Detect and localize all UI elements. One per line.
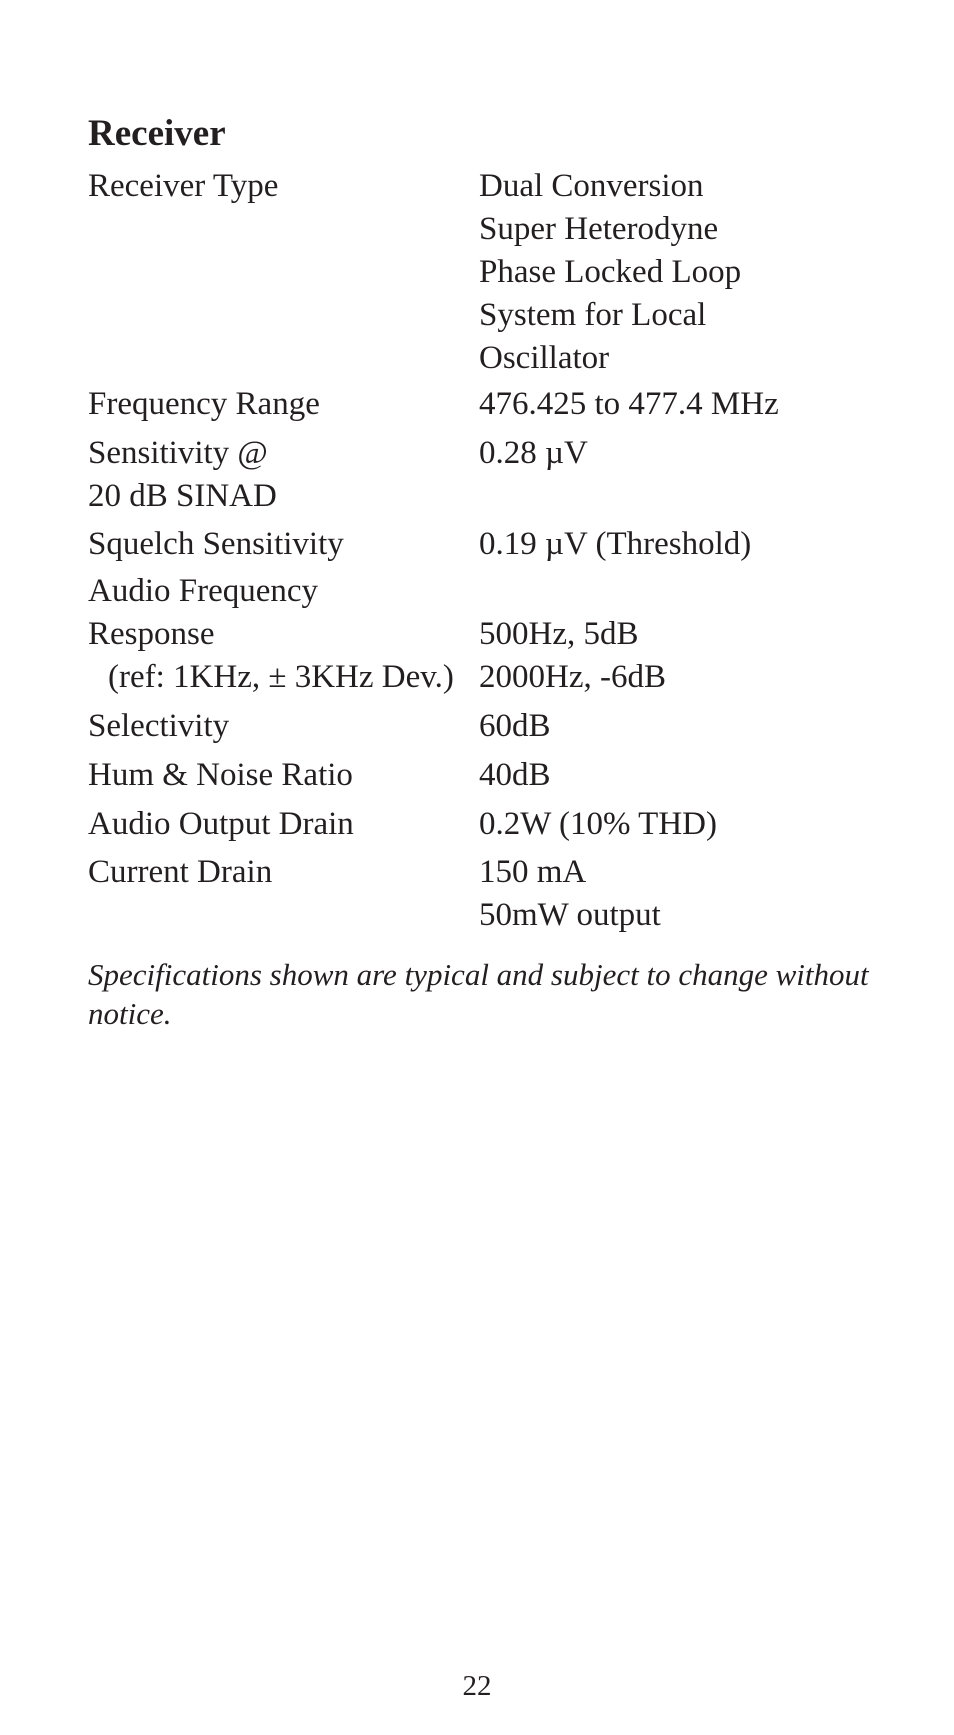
spec-value-line: Phase Locked Loop bbox=[479, 254, 742, 290]
spec-value bbox=[479, 705, 551, 748]
spec-label bbox=[88, 523, 344, 566]
spec-value-line: 150 mA bbox=[479, 854, 587, 890]
spec-label-line: Frequency Range bbox=[88, 386, 320, 422]
spec-label bbox=[88, 165, 278, 208]
spec-value-line: 40dB bbox=[479, 757, 551, 793]
spec-value bbox=[479, 803, 717, 846]
spec-value-line: System for Local bbox=[479, 297, 707, 333]
spec-label bbox=[88, 570, 454, 699]
specifications-footnote: Specifications shown are typical and subject to change without notice. bbox=[88, 957, 869, 1031]
spec-label-line: Audio Output Drain bbox=[88, 806, 354, 842]
spec-value-line: 0.2W (10% THD) bbox=[479, 806, 717, 842]
spec-value-line: 60dB bbox=[479, 708, 551, 744]
spec-label-line: 20 dB SINAD bbox=[88, 478, 277, 514]
spec-value-line: 2000Hz, -6dB bbox=[479, 659, 666, 695]
spec-value-line: 0.19 µV (Threshold) bbox=[479, 526, 752, 562]
spec-value-line: Oscillator bbox=[479, 340, 610, 376]
spec-label bbox=[88, 705, 229, 748]
spec-value-line bbox=[479, 570, 666, 613]
spec-label bbox=[88, 383, 320, 426]
spec-label-line: Squelch Sensitivity bbox=[88, 526, 344, 562]
page-number: 22 bbox=[462, 1670, 492, 1702]
section-title: Receiver bbox=[88, 113, 226, 154]
spec-value bbox=[479, 383, 779, 426]
spec-value bbox=[479, 570, 666, 699]
spec-label bbox=[88, 851, 272, 894]
spec-value-line: Dual Conversion bbox=[479, 168, 704, 204]
spec-value-line: 500Hz, 5dB bbox=[479, 616, 639, 652]
spec-label-line: Audio Frequency bbox=[88, 573, 319, 609]
spec-label-line: Hum & Noise Ratio bbox=[88, 757, 353, 793]
spec-label bbox=[88, 803, 354, 846]
spec-value bbox=[479, 754, 551, 797]
spec-value-line: Super Heterodyne bbox=[479, 211, 719, 247]
spec-value bbox=[479, 523, 751, 566]
spec-label bbox=[88, 754, 353, 797]
spec-label-line: (ref: 1KHz, ± 3KHz Dev.) bbox=[108, 659, 454, 695]
spec-value-line: 50mW output bbox=[479, 897, 661, 933]
spec-label-line: Receiver Type bbox=[88, 168, 279, 204]
spec-value bbox=[479, 851, 661, 937]
spec-label-line: Current Drain bbox=[88, 854, 273, 890]
spec-label-line: Selectivity bbox=[88, 708, 230, 744]
spec-value-line: 476.425 to 477.4 MHz bbox=[479, 386, 779, 422]
spec-label-line: Sensitivity @ bbox=[88, 435, 268, 471]
spec-label bbox=[88, 432, 277, 518]
spec-value-line: 0.28 µV bbox=[479, 435, 588, 471]
spec-value bbox=[479, 432, 588, 475]
spec-label-line: Response bbox=[88, 616, 215, 652]
spec-value bbox=[479, 165, 741, 380]
